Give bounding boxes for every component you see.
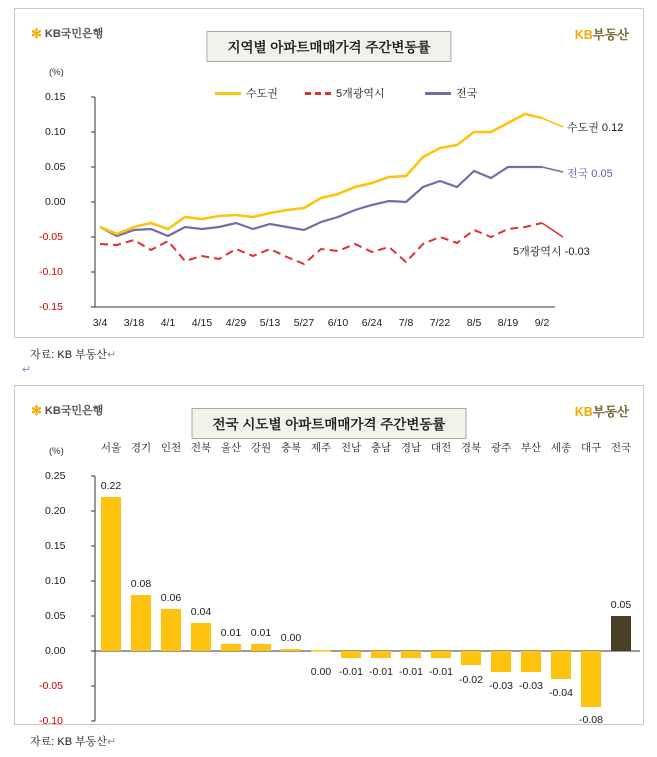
bar-value-label: 0.08 [130,578,152,590]
legend-label-5metro: 5개광역시 [336,88,385,100]
y-tick-label: 0.20 [45,505,66,517]
kb-brand-kb: KB [574,405,593,419]
y-axis-unit-label-1: (%) [49,67,64,78]
bar-value-label: 0.04 [190,606,212,618]
category-label: 전남 [340,442,362,454]
source-note-1 [30,346,116,362]
category-label: 서울 [100,442,122,454]
y-tick-label: 0.00 [45,196,66,208]
y-tick-label: 0.25 [45,470,66,482]
y-tick-label: 0.15 [45,91,66,103]
bar-value-label: 0.06 [160,592,182,604]
x-tick-label: 6/10 [327,317,349,329]
category-label: 경남 [400,442,422,454]
kb-logo-text: KB국민은행 [44,405,104,417]
category-label: 강원 [250,442,272,454]
x-tick-label: 4/15 [191,317,213,329]
y-tick-label: -0.05 [39,680,63,692]
x-tick-label: 8/19 [497,317,519,329]
bar-value-label: -0.03 [519,680,543,692]
paragraph-mark-icon: ↵ [106,736,117,748]
bar-value-label: 0.05 [610,599,632,611]
category-label: 전국 [610,442,632,454]
bar-value-label: 0.22 [100,480,122,492]
y-tick-label: -0.10 [39,715,63,727]
category-label: 세종 [550,442,572,454]
category-label: 충남 [370,442,392,454]
line-chart-plot [15,9,645,339]
category-label: 부산 [520,442,542,454]
kb-brand-rest: 부동산 [592,28,629,42]
bar-value-label: -0.01 [429,666,453,678]
bar-value-label: -0.01 [339,666,363,678]
bar-value-label: -0.01 [369,666,393,678]
bar-value-label: 0.01 [250,627,272,639]
chart-title-regional: 지역별 아파트매매가격 주간변동률 [206,31,451,62]
bar-value-label: 0.01 [220,627,242,639]
callout-sudogwon: 수도권 0.12 [567,122,624,134]
callout-5metro: 5개광역시 -0.03 [513,246,590,258]
source-note-2 [30,733,116,749]
x-tick-label: 4/29 [225,317,247,329]
category-label: 경북 [460,442,482,454]
bar-value-label: -0.04 [549,687,573,699]
star-icon: ✻ [31,402,42,418]
category-label: 제주 [310,442,332,454]
x-tick-label: 7/8 [398,317,414,329]
star-icon: ✻ [31,25,42,41]
category-label: 대전 [430,442,452,454]
x-tick-label: 8/5 [466,317,482,329]
y-axis-unit-label-2: (%) [49,446,64,457]
legend-label-sudogwon: 수도권 [246,88,278,100]
y-tick-label: 0.00 [45,645,66,657]
paragraph-mark-icon: ↵ [106,349,117,361]
chart-panel-regional [14,8,644,338]
x-tick-label: 3/18 [123,317,145,329]
bar-value-label: -0.03 [489,680,513,692]
bar-value-label: -0.01 [399,666,423,678]
x-tick-label: 7/22 [429,317,451,329]
y-tick-label: -0.10 [39,266,63,278]
paragraph-mark-icon: ↵ [22,364,32,376]
category-label: 울산 [220,442,242,454]
bar-value-label: 0.00 [310,666,332,678]
x-tick-label: 5/13 [259,317,281,329]
category-label: 대구 [580,442,602,454]
y-tick-label: 0.10 [45,575,66,587]
source-text: 자료: KB 부동산 [30,736,107,748]
y-tick-label: -0.05 [39,231,63,243]
category-label: 충북 [280,442,302,454]
y-tick-label: 0.05 [45,161,66,173]
kb-logo-text: KB국민은행 [44,28,104,40]
source-text: 자료: KB 부동산 [30,349,107,361]
callout-nationwide: 전국 0.05 [567,168,613,180]
x-tick-label: 9/2 [534,317,550,329]
legend-label-nationwide: 전국 [456,88,478,100]
y-tick-label: 0.10 [45,126,66,138]
y-tick-label: 0.05 [45,610,66,622]
chart-panel-by-province [14,385,644,725]
category-label: 인천 [160,442,182,454]
x-tick-label: 6/24 [361,317,383,329]
x-tick-label: 5/27 [293,317,315,329]
category-label: 전북 [190,442,212,454]
bar-value-label: -0.02 [459,674,483,686]
y-tick-label: -0.15 [39,301,63,313]
x-tick-label: 4/1 [160,317,176,329]
category-label: 경기 [130,442,152,454]
kb-brand-rest: 부동산 [592,405,629,419]
y-tick-label: 0.15 [45,540,66,552]
kb-brand-kb: KB [574,28,593,42]
bar-value-label: 0.00 [280,632,302,644]
x-tick-label: 3/4 [92,317,108,329]
category-label: 광주 [490,442,512,454]
chart-title-by-province: 전국 시도별 아파트매매가격 주간변동률 [192,408,467,439]
bar-value-label: -0.08 [579,714,603,726]
